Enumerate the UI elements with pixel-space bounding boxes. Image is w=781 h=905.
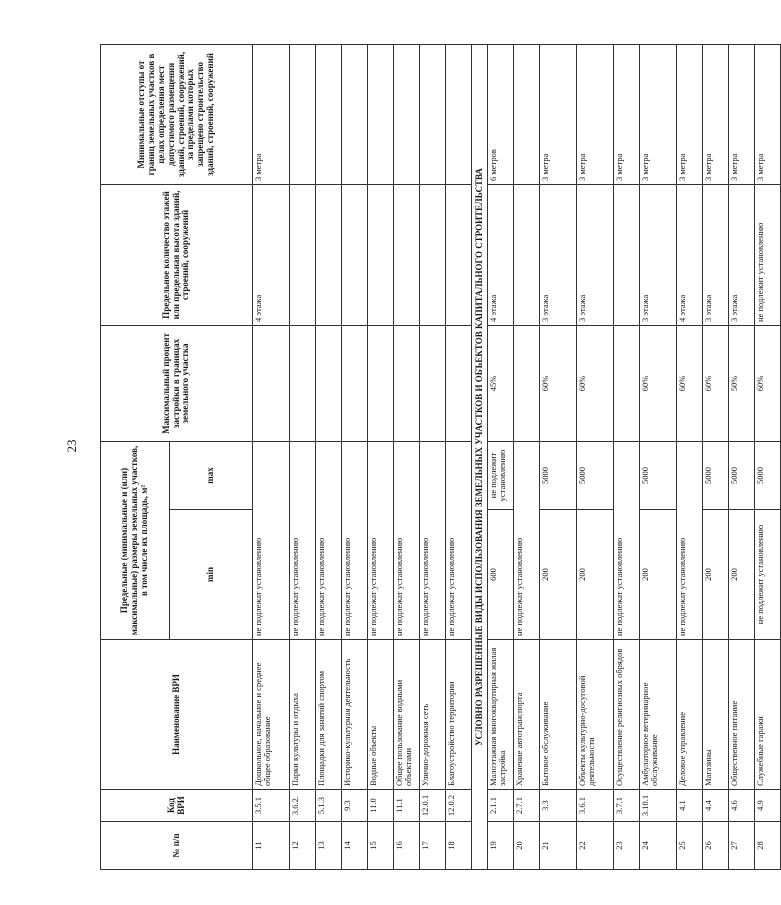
table-row xyxy=(703,44,729,869)
row-max: 5000 xyxy=(703,441,729,509)
row-floors xyxy=(420,184,446,325)
row-number: 13 xyxy=(316,822,342,870)
row-percent xyxy=(253,325,290,441)
row-code: 4.4 xyxy=(703,790,729,822)
section-title: УСЛОВНО РАЗРЕШЕННЫЕ ВИДЫ ИСПОЛЬЗОВАНИЯ ЗЕМЕЛЬНЫХ УЧАСТКОВ И ОБЪЕКТОВ КАПИТАЛЬНОГО СТРОИТЕЛЬСТВА xyxy=(472,44,488,869)
row-setback xyxy=(420,44,446,184)
row-percent xyxy=(290,325,316,441)
row-code: 2.1.1 xyxy=(488,790,514,822)
row-setback xyxy=(394,44,420,184)
row-name: Амбулаторное ветеринарное обслуживание xyxy=(640,640,677,790)
row-code: 4.9 xyxy=(755,790,781,822)
row-floors xyxy=(514,184,540,325)
row-setback: 3 метра xyxy=(614,44,640,184)
row-min: 200 xyxy=(729,510,755,640)
row-setback xyxy=(342,44,368,184)
row-setback xyxy=(290,44,316,184)
row-floors: 4 этажа xyxy=(677,184,703,325)
header-code: Код ВРИ xyxy=(101,790,253,822)
row-size-span: не подлежат установлению xyxy=(446,441,472,639)
row-number: 20 xyxy=(514,822,540,870)
row-floors: 3 этажа xyxy=(703,184,729,325)
row-code: 3.5.1 xyxy=(253,790,290,822)
row-size-span: не подлежат установлению xyxy=(420,441,446,639)
row-number: 11 xyxy=(253,822,290,870)
row-floors xyxy=(290,184,316,325)
row-percent xyxy=(446,325,472,441)
row-min: 200 xyxy=(703,510,729,640)
row-number: 23 xyxy=(614,822,640,870)
row-min: не подлежит установлению xyxy=(755,510,781,640)
row-name: Площадки для занятий спортом xyxy=(316,640,342,790)
row-percent xyxy=(316,325,342,441)
row-max: не подлежит установлению xyxy=(488,441,514,509)
row-setback: 3 метра xyxy=(577,44,614,184)
table-row xyxy=(640,44,677,869)
row-code: 3.7.1 xyxy=(614,790,640,822)
table-body-part2 xyxy=(488,44,781,869)
row-name: Парки культуры и отдыха xyxy=(290,640,316,790)
row-code: 11.0 xyxy=(368,790,394,822)
row-code: 3.3 xyxy=(540,790,577,822)
row-setback: 3 метра xyxy=(755,44,781,184)
row-percent xyxy=(514,325,540,441)
header-max: max xyxy=(170,441,253,509)
row-setback: 3 метра xyxy=(703,44,729,184)
row-setback xyxy=(368,44,394,184)
row-setback: 6 метров xyxy=(488,44,514,184)
header-num: № п/п xyxy=(101,822,253,870)
table-row xyxy=(755,44,781,869)
row-name: Улично-дорожная сеть xyxy=(420,640,446,790)
row-number: 16 xyxy=(394,822,420,870)
row-number: 12 xyxy=(290,822,316,870)
row-percent: 60% xyxy=(677,325,703,441)
row-percent: 50% xyxy=(729,325,755,441)
row-floors xyxy=(368,184,394,325)
row-percent: 60% xyxy=(640,325,677,441)
row-number: 15 xyxy=(368,822,394,870)
row-percent xyxy=(368,325,394,441)
table-row xyxy=(446,44,472,869)
row-setback: 3 метра xyxy=(640,44,677,184)
row-size-span: не подлежат установлению xyxy=(316,441,342,639)
row-number: 27 xyxy=(729,822,755,870)
row-name: Служебные гаражи xyxy=(755,640,781,790)
row-floors: не подлежит установлению xyxy=(755,184,781,325)
row-percent: 60% xyxy=(540,325,577,441)
row-name: Хранение автотранспорта xyxy=(514,640,540,790)
header-setback: Минимальные отступы от границ земельных участков в целях определения мест допустимого размещения зданий, строений, сооружений, за пределами которых запрещено строительство зданий, строений, сооружений xyxy=(101,44,253,184)
row-name: Объекты культурно-досуговой деятельности xyxy=(577,640,614,790)
row-number: 22 xyxy=(577,822,614,870)
row-min: 200 xyxy=(640,510,677,640)
row-floors xyxy=(446,184,472,325)
row-name: Водные объекты xyxy=(368,640,394,790)
row-code: 4.1 xyxy=(677,790,703,822)
row-max: 5000 xyxy=(729,441,755,509)
table-row xyxy=(488,44,514,869)
row-number: 18 xyxy=(446,822,472,870)
table-row xyxy=(368,44,394,869)
row-code: 11.1 xyxy=(394,790,420,822)
row-name: Магазины xyxy=(703,640,729,790)
table-row xyxy=(677,44,703,869)
row-setback: 3 метра xyxy=(253,44,290,184)
row-percent: 45% xyxy=(488,325,514,441)
table-row xyxy=(729,44,755,869)
row-percent: 60% xyxy=(755,325,781,441)
row-code: 12.0.2 xyxy=(446,790,472,822)
row-floors: 4 этажа xyxy=(488,184,514,325)
table-row xyxy=(316,44,342,869)
row-size-span: не подлежат установлению xyxy=(514,441,540,639)
header-min: min xyxy=(170,510,253,640)
row-number: 25 xyxy=(677,822,703,870)
row-floors: 3 этажа xyxy=(729,184,755,325)
row-name: Общее пользование водными объектами xyxy=(394,640,420,790)
table-body-part1 xyxy=(253,44,472,869)
header-row xyxy=(101,44,170,869)
row-floors xyxy=(394,184,420,325)
row-name: Малоэтажная многоквартирная жилая застройка xyxy=(488,640,514,790)
row-percent: 60% xyxy=(703,325,729,441)
row-code: 5.1.3 xyxy=(316,790,342,822)
row-number: 28 xyxy=(755,822,781,870)
table-row xyxy=(540,44,577,869)
row-code: 2.7.1 xyxy=(514,790,540,822)
row-size-span: не подлежат установлению xyxy=(342,441,368,639)
row-size-span: не подлежат установлению xyxy=(614,441,640,639)
row-code: 3.10.1 xyxy=(640,790,677,822)
row-percent xyxy=(614,325,640,441)
row-code: 4.6 xyxy=(729,790,755,822)
row-percent xyxy=(394,325,420,441)
header-floors: Предельное количество этажей или предельная высота зданий, строений, сооружений xyxy=(101,184,253,325)
row-min: 200 xyxy=(577,510,614,640)
table-row xyxy=(290,44,316,869)
table-row xyxy=(253,44,290,869)
row-setback xyxy=(514,44,540,184)
row-min: 200 xyxy=(540,510,577,640)
row-number: 14 xyxy=(342,822,368,870)
row-setback xyxy=(316,44,342,184)
table-row xyxy=(420,44,446,869)
row-name: Бытовое обслуживание xyxy=(540,640,577,790)
row-min: 600 xyxy=(488,510,514,640)
row-percent: 60% xyxy=(577,325,614,441)
row-max: 5000 xyxy=(755,441,781,509)
row-floors: 4 этажа xyxy=(253,184,290,325)
row-floors: 3 этажа xyxy=(640,184,677,325)
row-number: 21 xyxy=(540,822,577,870)
row-setback: 3 метра xyxy=(729,44,755,184)
page-number: 23 xyxy=(64,439,79,453)
row-number: 26 xyxy=(703,822,729,870)
row-max: 5000 xyxy=(577,441,614,509)
row-floors: 3 этажа xyxy=(577,184,614,325)
row-percent xyxy=(342,325,368,441)
row-setback: 3 метра xyxy=(540,44,577,184)
table-row xyxy=(514,44,540,869)
row-code: 12.0.1 xyxy=(420,790,446,822)
row-floors xyxy=(614,184,640,325)
table-row xyxy=(614,44,640,869)
table-row xyxy=(577,44,614,869)
row-name: Деловое управление xyxy=(677,640,703,790)
row-name: Дошкольное, начальное и среднее общее образование xyxy=(253,640,290,790)
row-size-span: не подлежат установлению xyxy=(677,441,703,639)
section-row xyxy=(472,44,488,869)
row-name: Историко-культурная деятельность xyxy=(342,640,368,790)
row-number: 17 xyxy=(420,822,446,870)
row-size-span: не подлежат установлению xyxy=(368,441,394,639)
table-row xyxy=(394,44,420,869)
row-floors: 3 этажа xyxy=(540,184,577,325)
row-name: Осуществление религиозных обрядов xyxy=(614,640,640,790)
row-code: 3.6.1 xyxy=(577,790,614,822)
row-size-span: не подлежат установлению xyxy=(290,441,316,639)
rotated-table-container xyxy=(100,45,765,870)
row-number: 19 xyxy=(488,822,514,870)
row-setback xyxy=(446,44,472,184)
header-size-group: Предельные (минимальные и (или) максимальные) размеры земельных участков, в том числе их площадь, м² xyxy=(101,441,170,639)
row-name: Общественное питание xyxy=(729,640,755,790)
row-code: 3.6.2. xyxy=(290,790,316,822)
header-percent: Максимальный процент застройки в границах земельного участка xyxy=(101,325,253,441)
row-setback: 3 метра xyxy=(677,44,703,184)
header-name: Наименование ВРИ xyxy=(101,640,253,790)
row-name: Благоустройство территории xyxy=(446,640,472,790)
regulations-table xyxy=(100,44,781,870)
row-floors xyxy=(342,184,368,325)
row-size-span: не подлежат установлению xyxy=(253,441,290,639)
row-max: 5000 xyxy=(540,441,577,509)
row-max: 5000 xyxy=(640,441,677,509)
row-floors xyxy=(316,184,342,325)
row-code: 9.3 xyxy=(342,790,368,822)
row-number: 24 xyxy=(640,822,677,870)
row-size-span: не подлежат установлению xyxy=(394,441,420,639)
row-percent xyxy=(420,325,446,441)
table-row xyxy=(342,44,368,869)
